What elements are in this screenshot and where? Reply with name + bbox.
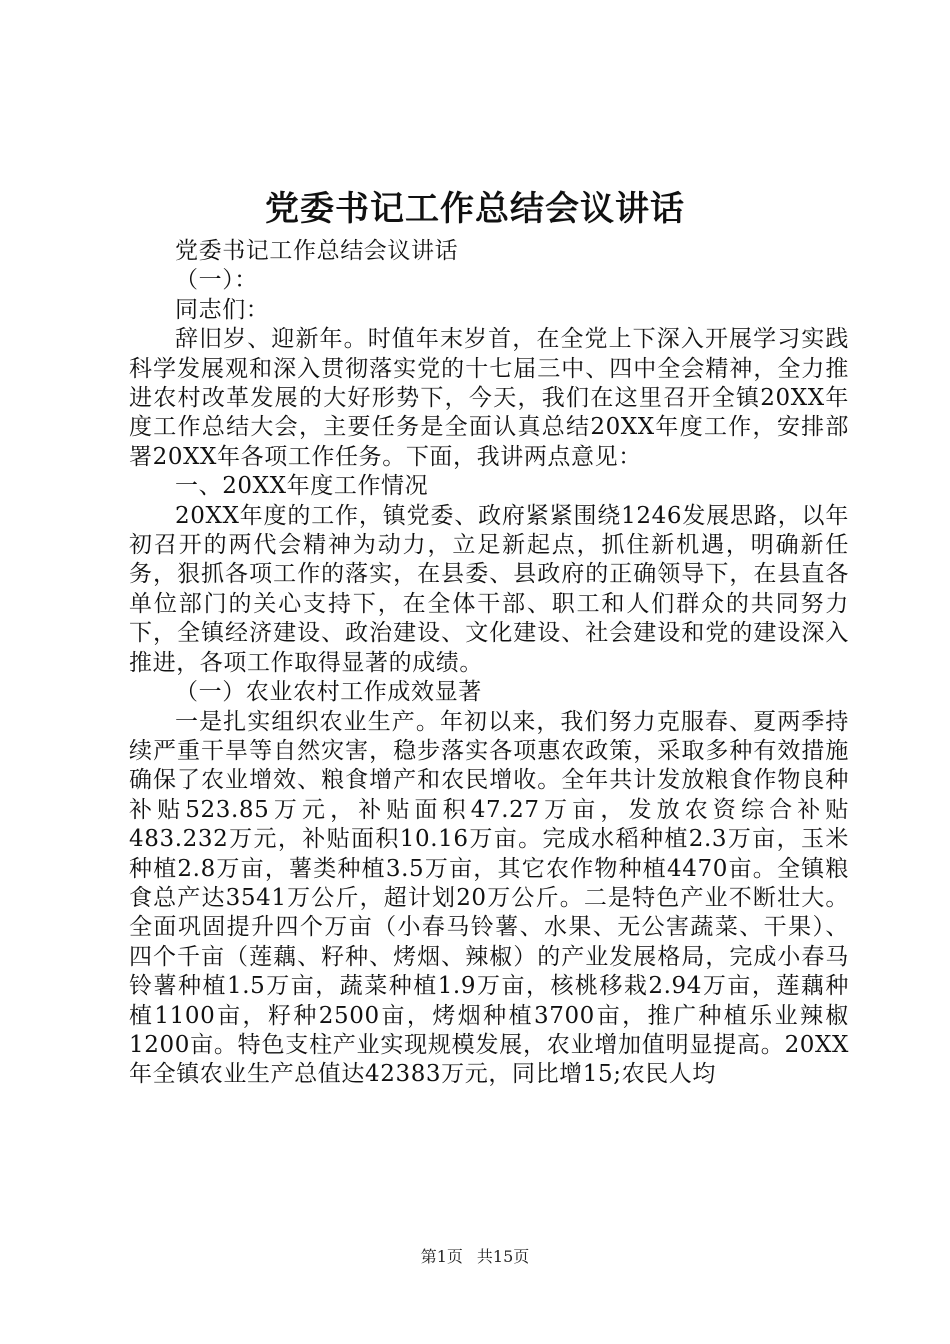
paragraph-section-marker: （一）： [175,267,258,294]
section-heading-1: 一、20XX年度工作情况 [175,473,429,500]
document-body [129,237,849,1090]
paragraph-agriculture: 一是扎实组织农业生产。年初以来，我们努力克服春、夏两季持续严重干旱等自然灾害，稳步落实各项惠农政策，采取多种有效措施确保了农业增效、粮食增产和农民增收。全年共计发放粮食作物良种补贴523.85万元，补贴面积47.27万亩，发放农资综合补贴483.232万元，补贴面积10.16万亩。完成水稻种植2.3万亩，玉米种植2.8万亩，薯类种植3.5万亩，其它农作物种植4470亩。全镇粮食总产达3541万公斤，超计划20万公斤。二是特色产业不断壮大。全面巩固提升四个万亩（小春马铃薯、水果、无公害蔬菜、干果）、四个千亩（莲藕、籽种、烤烟、辣椒）的产业发展格局，完成小春马铃薯种植1.5万亩，蔬菜种植1.9万亩，核桃移栽2.94万亩，莲藕种植1100亩，籽种2500亩，烤烟种植3700亩，推广种植乐业辣椒1200亩。特色支柱产业实现规模发展，农业增加值明显提高。20XX年全镇农业生产总值达42383万元，同比增15;农民人均 [129,708,849,1088]
subsection-heading-1: （一）农业农村工作成效显著 [175,679,482,706]
paragraph-overview: 20XX年度的工作，镇党委、政府紧紧围绕1246发展思路，以年初召开的两代会精神为动力，立足新起点，抓住新机遇，明确新任务，狠抓各项工作的落实，在县委、县政府的正确领导下，在县直各单位部门的关心支持下，在全体干部、职工和人们群众的共同努力下，全镇经济建设、政治建设、文化建设、社会建设和党的建设深入推进，各项工作取得显著的成绩。 [129,502,849,676]
document-title: 党委书记工作总结会议讲话 [265,189,685,229]
paragraph-intro: 辞旧岁、迎新年。时值年末岁首，在全党上下深入开展学习实践科学发展观和深入贯彻落实党的十七届三中、四中全会精神，全力推进农村改革发展的大好形势下，今天，我们在这里召开全镇20XX年度工作总结大会，主要任务是全面认真总结20XX年度工作，安排部署20XX年各项工作任务。下面，我讲两点意见： [129,326,849,470]
page-total: 共15页 [476,1247,530,1266]
paragraph-subtitle: 党委书记工作总结会议讲话 [175,238,459,264]
page-footer [0,1246,950,1268]
page-number: 第1页 [420,1247,463,1266]
paragraph-salutation: 同志们： [175,296,270,323]
